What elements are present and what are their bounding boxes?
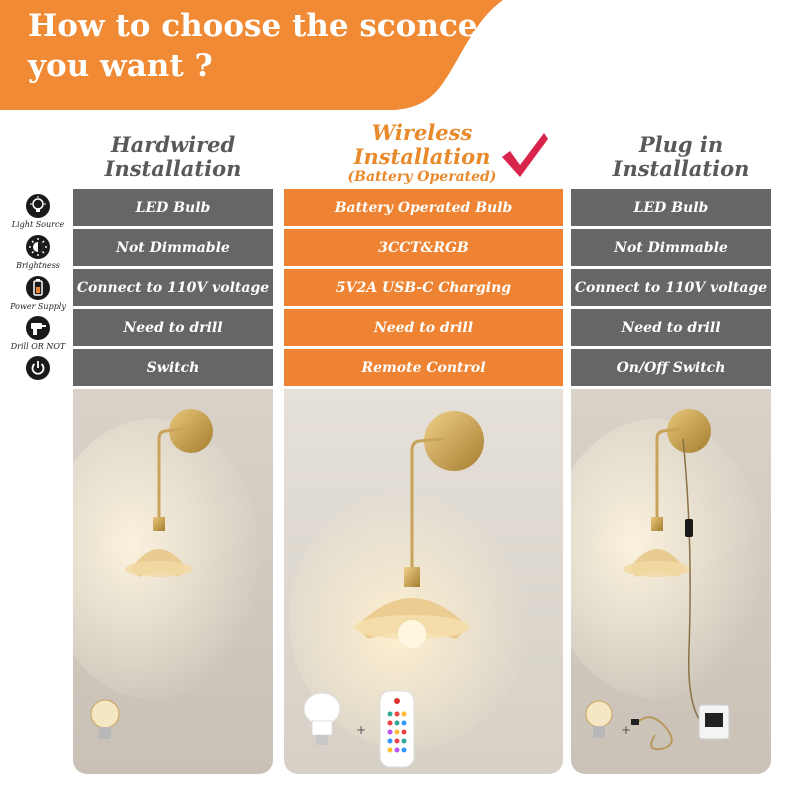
checkmark-icon [498, 127, 550, 179]
battery-icon [26, 276, 50, 300]
wall-outlet-icon [699, 705, 729, 739]
hardwired-heading-line2: Installation [104, 156, 242, 181]
legend-label: Drill OR NOT [10, 342, 66, 351]
row-drill: Need to drill [571, 309, 771, 346]
legend-switch [6, 356, 70, 380]
plugin-heading-line2: Installation [612, 156, 750, 181]
page-title [28, 6, 478, 86]
row-light-source: Battery Operated Bulb [284, 189, 563, 226]
row-brightness: Not Dimmable [73, 229, 273, 266]
wireless-heading-line2: Installation [353, 144, 491, 169]
drill-icon [26, 316, 50, 340]
row-light-source: LED Bulb [73, 189, 273, 226]
row-switch: Switch [73, 349, 273, 386]
wireless-heading [322, 121, 522, 186]
legend-light-source [6, 194, 70, 229]
remote-control-icon [380, 691, 414, 767]
row-power-supply: Connect to 110V voltage [73, 269, 273, 306]
row-switch: On/Off Switch [571, 349, 771, 386]
row-switch: Remote Control [284, 349, 563, 386]
plugin-heading [581, 133, 781, 181]
plugin-column [571, 189, 771, 389]
plugin-heading-line1: Plug in [638, 132, 724, 157]
page-title-line2: you want ? [28, 48, 213, 84]
row-light-source: LED Bulb [571, 189, 771, 226]
wireless-heading-line1: Wireless [371, 120, 473, 145]
row-drill: Need to drill [73, 309, 273, 346]
legend-drill [6, 316, 70, 351]
legend-label: Power Supply [10, 302, 66, 311]
bulb-icon [26, 194, 50, 218]
legend-brightness [6, 235, 70, 270]
legend-label: Brightness [16, 261, 60, 270]
legend-power-supply [6, 276, 70, 311]
plus-sign: + [621, 723, 632, 737]
row-power-supply: 5V2A USB-C Charging [284, 269, 563, 306]
row-brightness: Not Dimmable [571, 229, 771, 266]
power-icon [26, 356, 50, 380]
header-banner [0, 0, 800, 112]
hardwired-heading [73, 133, 273, 181]
hardwired-column [73, 189, 273, 389]
row-drill: Need to drill [284, 309, 563, 346]
row-power-supply: Connect to 110V voltage [571, 269, 771, 306]
plus-sign: + [356, 723, 367, 737]
page-title-line1: How to choose the sconce [28, 8, 478, 44]
hardwired-photo [73, 389, 273, 774]
wireless-column [284, 189, 563, 389]
legend-label: Light Source [11, 220, 65, 229]
wireless-heading-sub: (Battery Operated) [347, 169, 497, 185]
brightness-icon [26, 235, 50, 259]
wireless-photo [284, 389, 563, 774]
plugin-photo [571, 389, 771, 774]
hardwired-heading-line1: Hardwired [110, 132, 236, 157]
row-brightness: 3CCT&RGB [284, 229, 563, 266]
